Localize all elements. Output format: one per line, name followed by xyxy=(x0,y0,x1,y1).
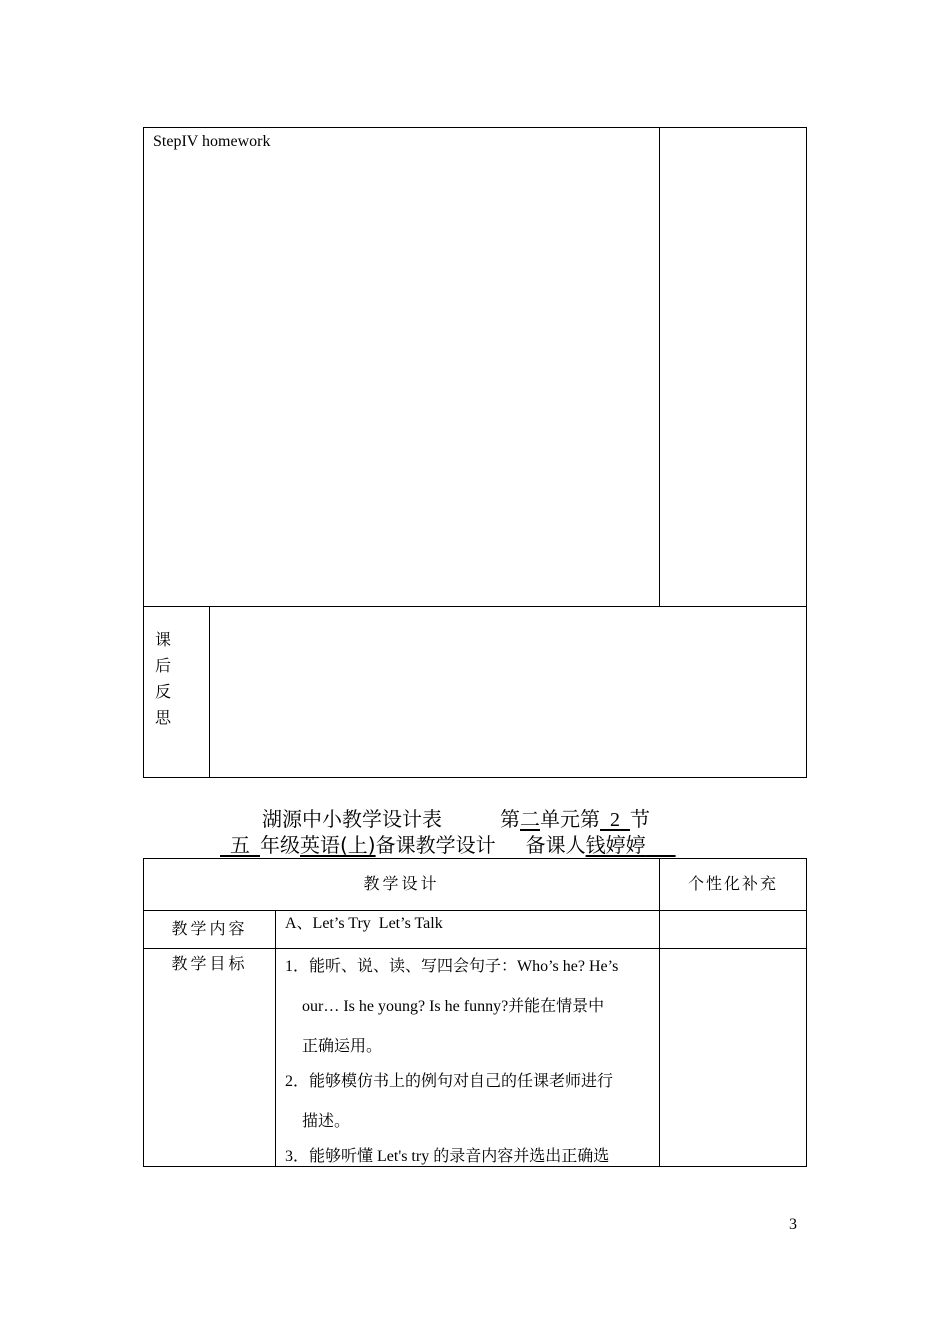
section-number: 2 xyxy=(600,809,630,831)
objective-line: 描述。 xyxy=(302,1113,351,1130)
objective-line: our… Is he young? Is he funny?并能在情景中 xyxy=(302,998,605,1015)
header-teaching-design: 教学设计 xyxy=(363,874,440,893)
subject-name: 英语(上) xyxy=(300,833,376,857)
step-homework-text: StepIV homework xyxy=(153,133,271,150)
page-number: 3 xyxy=(789,1216,797,1233)
reflection-char: 反 xyxy=(155,682,172,701)
preparer-name: 钱婷婷 xyxy=(585,833,646,857)
objective-line: 正确运用。 xyxy=(302,1038,383,1055)
title-line-2: 五 年级英语(上)备课教学设计 备课人钱婷婷 xyxy=(220,833,646,857)
row-value-content: A、Let’s Try Let’s Talk xyxy=(285,915,443,932)
school-form-title: 湖源中小教学设计表 xyxy=(262,807,442,831)
row-label-objectives: 教学目标 xyxy=(171,954,248,973)
grade-number: 五 xyxy=(220,835,260,857)
reflection-char: 思 xyxy=(155,708,172,727)
row-label-content: 教学内容 xyxy=(171,919,248,938)
title-line-1: 湖源中小教学设计表 第二单元第 2 节 xyxy=(262,807,650,831)
reflection-char: 后 xyxy=(155,656,172,675)
header-personal-supplement: 个性化补充 xyxy=(687,874,778,893)
unit-number: 二 xyxy=(520,807,540,831)
objective-line: 3．能够听懂 Let's try 的录音内容并选出正确选 xyxy=(285,1148,610,1165)
objective-line: 2．能够模仿书上的例句对自己的任课老师进行 xyxy=(285,1073,614,1090)
reflection-char: 课 xyxy=(155,630,172,649)
objective-line: 1．能听、说、读、写四会句子：Who’s he? He’s xyxy=(285,958,619,975)
